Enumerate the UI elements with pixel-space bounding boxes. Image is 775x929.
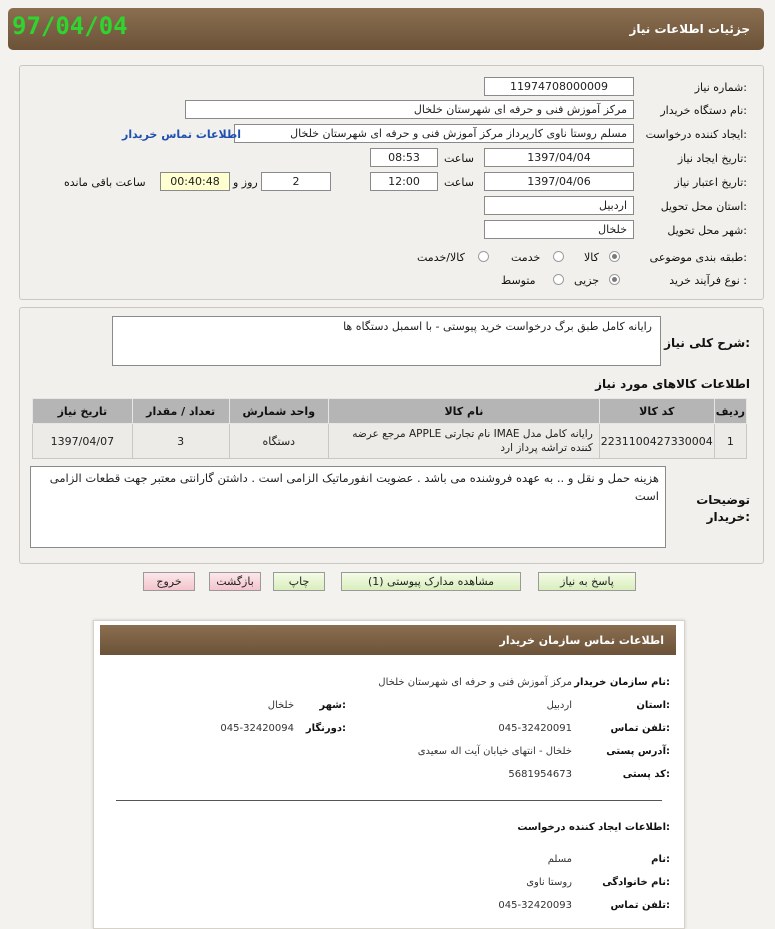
province-label: استان محل تحویل: (660, 200, 747, 213)
days-field[interactable]: 2 (261, 172, 331, 191)
col-code: کد کالا (599, 399, 714, 424)
contact-address-value: خلخال - انتهای خیابان آیت اله سعیدی (417, 746, 572, 757)
buyer-org-field[interactable]: مرکز آموزش فنی و حرفه ای شهرستان خلخال (185, 100, 634, 119)
category-option-goods: کالا (584, 251, 599, 264)
creator-name-label: نام: (651, 854, 670, 865)
buyer-org-label: نام دستگاه خریدار: (660, 104, 747, 117)
creator-family-value: روستا ناوی (526, 877, 572, 888)
cell-date: 1397/04/07 (33, 424, 133, 459)
cell-code: 2231100427330004 (599, 424, 714, 459)
creator-info-title: اطلاعات ایجاد کننده درخواست: (517, 822, 670, 833)
contact-card-header (100, 625, 676, 655)
process-option-medium: متوسط (501, 274, 536, 287)
city-label: شهر محل تحویل: (667, 224, 747, 237)
category-option-service: خدمت (511, 251, 541, 264)
col-date: تاریخ نیاز (33, 399, 133, 424)
contact-phone-label: تلفن تماس: (610, 723, 670, 734)
contact-org-label: نام سازمان خریدار: (574, 677, 670, 688)
cell-name: رایانه کامل مدل IMAE نام تجارتی APPLE مرجع عرضه کننده تراشه پرداز ارد (329, 424, 600, 459)
province-field[interactable]: اردبیل (484, 196, 634, 215)
buyer-notes-textarea[interactable]: هزینه حمل و نقل و .. به عهده فروشنده می باشد . عضویت انفورماتیک الزامی است . داشتن گارانتی معتبر جهت قطعات الزامی است (30, 466, 666, 548)
summary-label: شرح کلی نیاز: (664, 336, 750, 350)
print-button[interactable]: چاپ (273, 572, 325, 591)
col-unit: واحد شمارش (229, 399, 328, 424)
created-time-field[interactable]: 08:53 (370, 148, 438, 167)
category-radio-service[interactable] (553, 251, 564, 262)
valid-time-field[interactable]: 12:00 (370, 172, 438, 191)
process-option-small: جزیی (574, 274, 600, 287)
items-table (32, 398, 747, 459)
valid-date-field[interactable]: 1397/04/06 (484, 172, 634, 191)
cell-row: 1 (714, 424, 746, 459)
creator-name-value: مسلم (547, 854, 572, 865)
col-qty: تعداد / مقدار (132, 399, 229, 424)
buyer-contact-link[interactable]: اطلاعات تماس خریدار (122, 128, 242, 141)
created-date-label: تاریخ ایجاد نیاز: (677, 152, 747, 165)
date-badge: 97/04/04 (12, 12, 128, 40)
attachments-button[interactable]: مشاهده مدارک پیوستی (1) (341, 572, 521, 591)
contact-card-title: اطلاعات تماس سازمان خریدار (499, 634, 664, 647)
col-row: ردیف (714, 399, 746, 424)
contact-fax-value: 045-32420094 (220, 723, 294, 734)
city-field[interactable]: خلخال (484, 220, 634, 239)
col-name: نام کالا (329, 399, 600, 424)
contact-city-label: شهر: (319, 700, 346, 711)
need-number-field[interactable]: 1197470800000‏9 (484, 77, 634, 96)
creator-phone-label: تلفن تماس: (610, 900, 670, 911)
category-label: طبقه بندی موضوعی: (649, 251, 747, 264)
contact-postal-label: کد پستی: (622, 769, 670, 780)
created-date-field[interactable]: 1397/04/04 (484, 148, 634, 167)
contact-province-value: اردبیل (546, 700, 572, 711)
contact-fax-label: دورنگار: (305, 723, 346, 734)
valid-date-label: تاریخ اعتبار نیاز: (674, 176, 747, 189)
contact-postal-value: 5681954673 (508, 769, 572, 780)
remaining-time-field: 00:40:48 (160, 172, 230, 191)
contact-province-label: استان: (636, 700, 670, 711)
reply-button[interactable]: پاسخ به نیاز (538, 572, 636, 591)
contact-org-value: مرکز آموزش فنی و حرفه ای شهرستان خلخال (378, 677, 572, 688)
creator-field[interactable]: مسلم روستا ناوی کارپرداز مرکز آموزش فنی و حرفه ای شهرستان خلخال (234, 124, 634, 143)
card-divider (116, 800, 662, 801)
page-title: جزئیات اطلاعات نیاز (629, 22, 750, 36)
category-radio-both[interactable] (478, 251, 489, 262)
process-label: نوع فرآیند خرید : (669, 274, 747, 287)
valid-time-label: ساعت (444, 176, 474, 189)
table-row[interactable] (33, 424, 747, 459)
items-title: اطلاعات کالاهای مورد نیاز (595, 377, 750, 391)
category-radio-goods[interactable] (609, 251, 620, 262)
contact-card (93, 620, 685, 929)
back-button[interactable]: بازگشت (209, 572, 261, 591)
contact-phone-value: 045-32420091 (498, 723, 572, 734)
cell-unit: دستگاه (229, 424, 328, 459)
process-radio-small[interactable] (609, 274, 620, 285)
contact-address-label: آدرس پستی: (606, 746, 670, 757)
contact-city-value: خلخال (267, 700, 294, 711)
category-option-both: کالا/خدمت (417, 251, 465, 264)
creator-family-label: نام خانوادگی: (602, 877, 670, 888)
remaining-label: ساعت باقی مانده (64, 176, 146, 189)
exit-button[interactable]: خروج (143, 572, 195, 591)
need-number-label: شماره نیاز: (694, 81, 747, 94)
process-radio-medium[interactable] (553, 274, 564, 285)
created-time-label: ساعت (444, 152, 474, 165)
cell-qty: 3 (132, 424, 229, 459)
creator-phone-value: 045-32420093 (498, 900, 572, 911)
summary-textarea[interactable]: رایانه کامل طبق برگ درخواست خرید پیوستی - با اسمبل دستگاه ها (112, 316, 661, 366)
creator-label: ایجاد کننده درخواست: (645, 128, 747, 141)
buyer-notes-label: توضیحات خریدار: (696, 493, 750, 524)
days-label: روز و (233, 176, 258, 189)
